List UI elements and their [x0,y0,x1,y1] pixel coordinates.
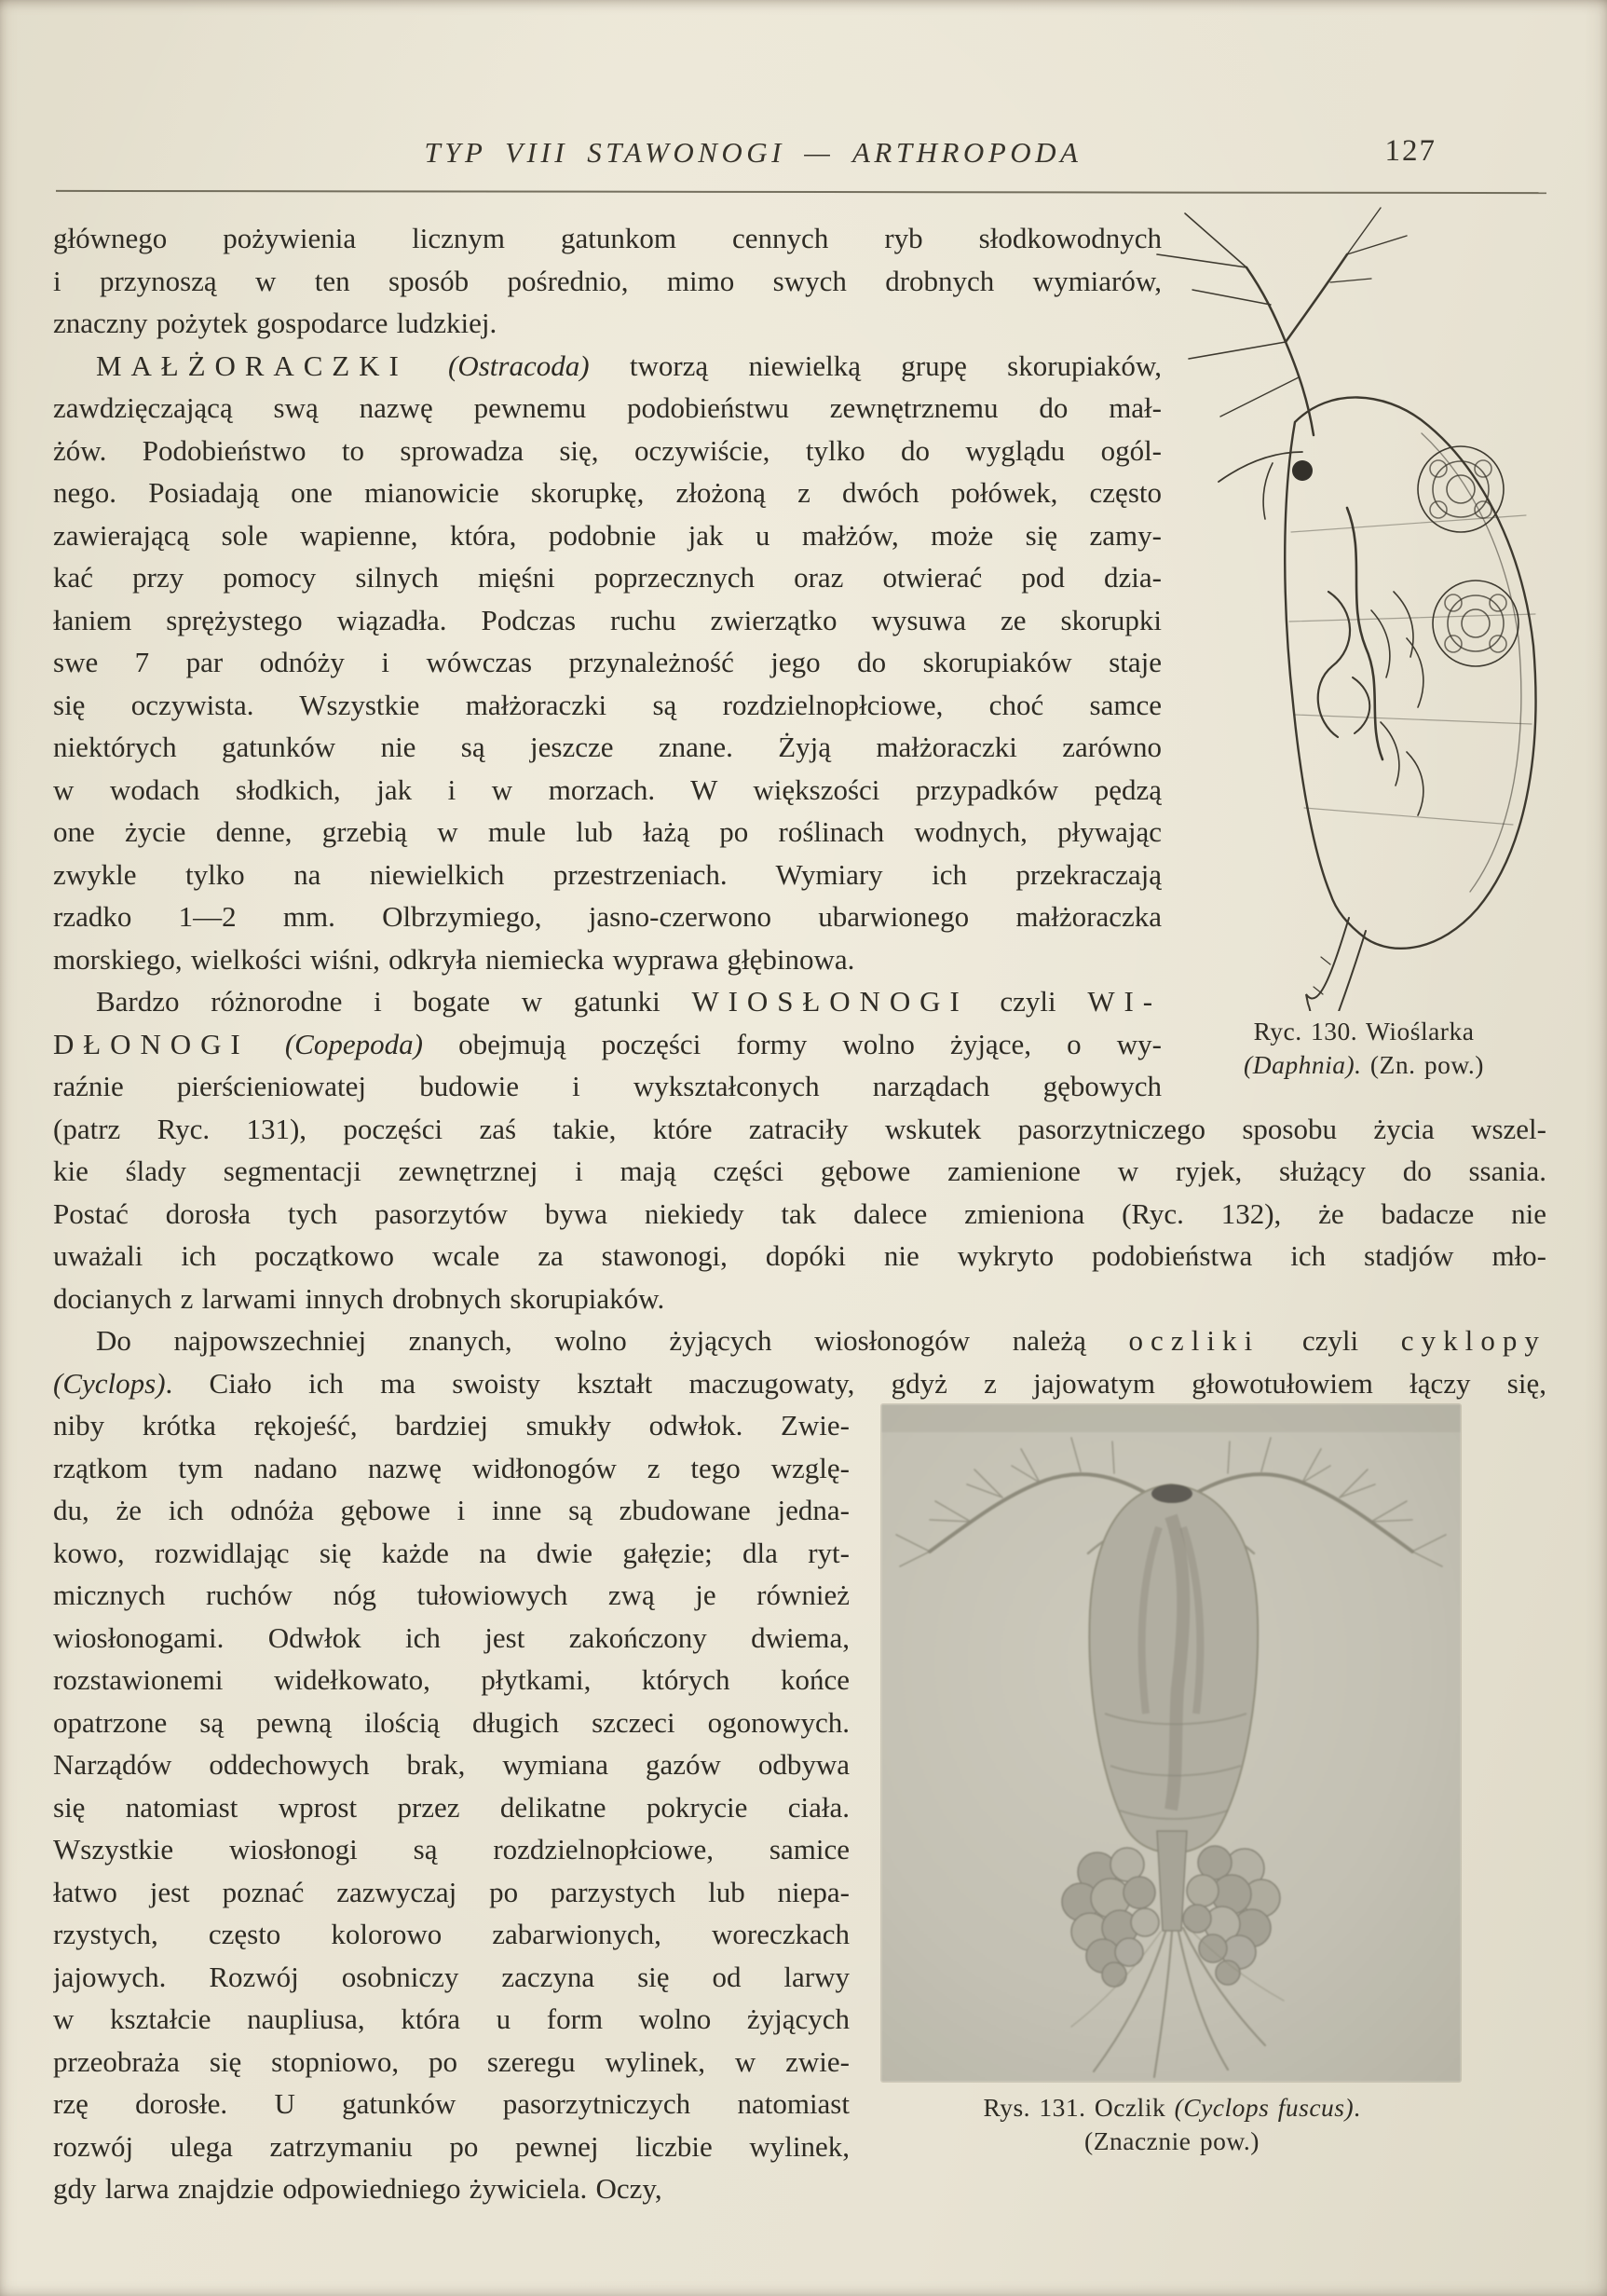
header-rule [56,190,1546,194]
cyclops-text [53,1404,850,2210]
figure-daphnia [1131,200,1552,1090]
text-line [53,980,1162,1023]
italic-text: (Copepoda) [284,1027,423,1060]
text-segment: Do najpowszechniej znanych, wolno żyjących wiosłonogów należą [96,1324,1129,1357]
text-segment: . Ciało ich ma swoisty kształt maczugowaty, gdyż z jajowatym głowotułowiem łączy się, [165,1366,1546,1400]
text-line [53,1150,1546,1193]
page-header [53,136,1546,177]
text-line [53,1828,850,1871]
text-segment: MAŁŻORACZKI [96,348,408,382]
text-segment: głównego pożywienia licznym gatunkom cennych ryb słodkowodnych [53,222,1162,254]
text-line [53,1489,850,1532]
cyclops-caption [855,2091,1489,2158]
text-line [53,1108,1546,1151]
text-line [53,684,1162,727]
text-line [53,1023,1162,1066]
text-segment: przeobraża się stopniowo, po szeregu wylinek, w zwie- [53,2044,850,2078]
text-segment: jajowych. Rozwój osobniczy zaczyna się od larwy [53,1960,850,1993]
text-line [53,556,1162,599]
text-line [53,726,1162,769]
text-segment: rozwój ulega zatrzymaniu po pewnej liczbie wylinek, [53,2129,850,2163]
text-line [53,2167,850,2210]
cyclops-photo-drawing [881,1404,1461,2082]
text-segment: Ryc. 130. Wioślarka [1253,1017,1475,1046]
text-segment: rzadko 1—2 mm. Olbrzymiego, jasno-czerwono ubarwionego małżoraczka [53,900,1162,933]
section-copepoda [53,1108,1546,1405]
text-segment: Wszystkie wiosłonogi są rozdzielnopłciowe, samice [53,1833,850,1866]
text-line [855,2125,1489,2158]
text-line [53,1362,1546,1405]
text-line [53,1786,850,1829]
text-segment: niby krótka rękojeść, bardziej smukły odwłok. Zwie- [53,1409,850,1442]
text-segment: WIOSŁONOGI [691,985,969,1018]
text-line [53,1065,1162,1108]
text-segment [408,349,448,382]
figure-cyclops [850,1404,1546,2158]
text-segment: się oczywista. Wszystkie małżoraczki są rozdzielnopłciowe, choć samce [53,688,1162,721]
copepoda-text [53,1108,1546,1405]
text-line [53,2083,850,2125]
text-segment: swe 7 par odnóży i wówczas przynależność jego do skorupiaków staje [53,646,1162,678]
text-segment: łatwo jest poznać zazwyczaj po parzystych lub niepa- [53,1875,850,1908]
text-segment: i przynoszą w ten sposób pośrednio, mimo swych drobnych wymiarów, [53,264,1162,297]
text-line [53,1871,850,1914]
text-line [53,1743,850,1786]
text-line [53,938,1162,981]
text-line [53,1956,850,1999]
text-line [53,1278,1546,1320]
text-segment: zawierającą sole wapienne, która, podobnie jak u małżów, może się zamy- [53,518,1162,552]
text-line [53,1574,850,1617]
text-segment: DŁONOGI [53,1027,250,1060]
italic-text: (Cyclops fuscus) [1174,2093,1355,2122]
text-line [53,641,1162,684]
text-line [53,769,1162,812]
text-line [53,1404,850,1447]
text-segment [250,1028,285,1060]
text-line [1196,1048,1532,1082]
italic-text: (Cyclops) [53,1366,166,1400]
text-segment: morskiego, wielkości wiśni, odkryła niemiecka wyprawa głębinowa. [53,942,855,976]
italic-text: (Daphnia). [1244,1050,1362,1079]
text-line [53,2125,850,2168]
text-segment: Postać dorosła tych pasorzytów bywa niekiedy tak dalece zmieniona (Ryc. 132), że badacze nie [53,1196,1546,1230]
text-segment: Bardzo różnorodne i bogate w gatunki [96,985,692,1018]
text-line [53,1702,850,1744]
text-line [53,1193,1546,1236]
text-segment: znaczny pożytek gospodarce ludzkiej. [53,307,497,339]
text-line [53,895,1162,938]
text-line [53,217,1162,260]
text-line [1196,1015,1532,1048]
text-segment: obejmują poczęści formy wolno żyjące, o wy- [422,1027,1162,1060]
text-segment: się natomiast wprost przez delikatne pokrycie ciała. [53,1790,850,1824]
text-segment: du, że ich odnóża gębowe i inne są zbudowane jedna- [53,1494,850,1526]
text-segment: (patrz Ryc. 131), poczęści zaś takie, które zatraciły wskutek pasorzytniczego sposobu życia wszel- [53,1112,1546,1145]
text-line [53,1235,1546,1278]
text-line [53,302,1162,345]
text-segment: (Zn. pow.) [1361,1050,1484,1079]
text-segment: uważali ich początkowo wcale za stawonogi, dopóki nie wykryto podobieństwa ich stadjów mło- [53,1239,1546,1272]
text-segment: rzę dorosłe. U gatunków pasorzytniczych natomiast [53,2087,850,2120]
running-title: TYP VIII STAWONOGI — ARTHROPODA [424,136,1083,169]
text-segment: w wodach słodkich, jak i w morzach. W większości przypadków pędzą [53,772,1162,806]
text-segment: docianych z larwami innych drobnych skorupiaków. [53,1281,665,1315]
text-line [53,1532,850,1575]
text-line [53,514,1162,557]
text-segment: rozstawionemi widełkowato, płytkami, których końce [53,1663,850,1696]
italic-text: (Ostracoda) [448,348,590,382]
text-segment: raźnie pierścieniowatej budowie i wykształconych narządach gębowych [53,1070,1162,1102]
text-line [53,811,1162,854]
text-segment: żów. Podobieństwo to sprowadza się, oczywiście, tylko do wyglądu ogól- [53,433,1162,467]
text-segment: rzystych, często kolorowo zabarwionych, woreczkach [53,1918,850,1950]
text-line [855,2091,1489,2125]
text-segment: gdy larwa znajdzie odpowiedniego żywiciela. Oczy, [53,2172,662,2205]
text-segment: (Znacznie pow.) [1084,2126,1260,2155]
page-number: 127 [1384,134,1437,168]
text-segment: . [1354,2093,1361,2122]
text-line [53,1617,850,1660]
text-segment: rzątkom tym nadano nazwę widłonogów z tego wzglę- [53,1451,850,1484]
text-segment: cyklopy [1400,1324,1546,1357]
text-segment: nego. Posiadają one mianowicie skorupkę, złożoną z dwóch połówek, często [53,476,1162,509]
ostracoda-text [53,217,1162,1108]
text-segment: łaniem sprężystego wiązadła. Podczas ruchu zwierzątko wysuwa ze skorupki [53,603,1162,636]
text-segment: czyli [1260,1324,1401,1357]
text-line [53,472,1162,514]
text-line [53,854,1162,896]
text-segment: kowo, rozwidlając się każde na dwie gałęzie; dla ryt- [53,1536,850,1569]
text-line [53,430,1162,472]
text-segment: w kształcie naupliusa, która u form wolno żyjących [53,2002,850,2035]
text-segment: tworzą niewielką grupę skorupiaków, [589,348,1162,382]
daphnia-caption [1196,1015,1532,1082]
text-segment: opatrzone są pewną ilością długich szczeci ogonowych. [53,1705,850,1739]
text-segment: zawdzięczającą swą nazwę pewnemu podobieństwu zewnętrznemu do mał- [53,391,1162,424]
text-segment: kać przy pomocy silnych mięśni poprzecznych oraz otwierać pod dzia- [53,561,1162,594]
text-line [53,1319,1546,1362]
page-content [53,217,1546,2210]
cyclops-photo [881,1404,1461,2082]
text-segment: czyli [968,985,1088,1018]
text-segment: niektórych gatunków nie są jeszcze znane. Żyją małżoraczki zarówno [53,731,1162,763]
text-segment: wiosłonogami. Odwłok ich jest zakończony dwiema, [53,1620,850,1654]
text-line [53,1998,850,2041]
text-line [53,1913,850,1956]
text-segment: one życie denne, grzebią w mule lub łażą po roślinach wodnych, pływając [53,815,1162,848]
text-line [53,2041,850,2084]
text-line [53,387,1162,430]
text-segment: Rys. 131. Oczlik [983,2093,1175,2122]
text-segment: zwykle tylko na niewielkich przestrzeniach. Wymiary ich przekraczają [53,857,1162,891]
daphnia-drawing [1131,200,1552,1011]
text-segment: kie ślady segmentacji zewnętrznej i mają części gębowe zamienione w ryjek, służący do ssania. [53,1155,1546,1187]
text-line [53,345,1162,388]
text-segment: oczliki [1128,1324,1260,1357]
text-line [53,1447,850,1490]
text-line [53,260,1162,303]
section-ostracoda [53,217,1546,1108]
text-segment: WI- [1087,985,1162,1018]
text-line [53,599,1162,642]
text-segment: Narządów oddechowych brak, wymiana gazów odbywa [53,1748,850,1781]
text-line [53,1659,850,1702]
section-cyclops [53,1404,1546,2210]
text-segment: micznych ruchów nóg tułowiowych zwą je również [53,1578,850,1611]
